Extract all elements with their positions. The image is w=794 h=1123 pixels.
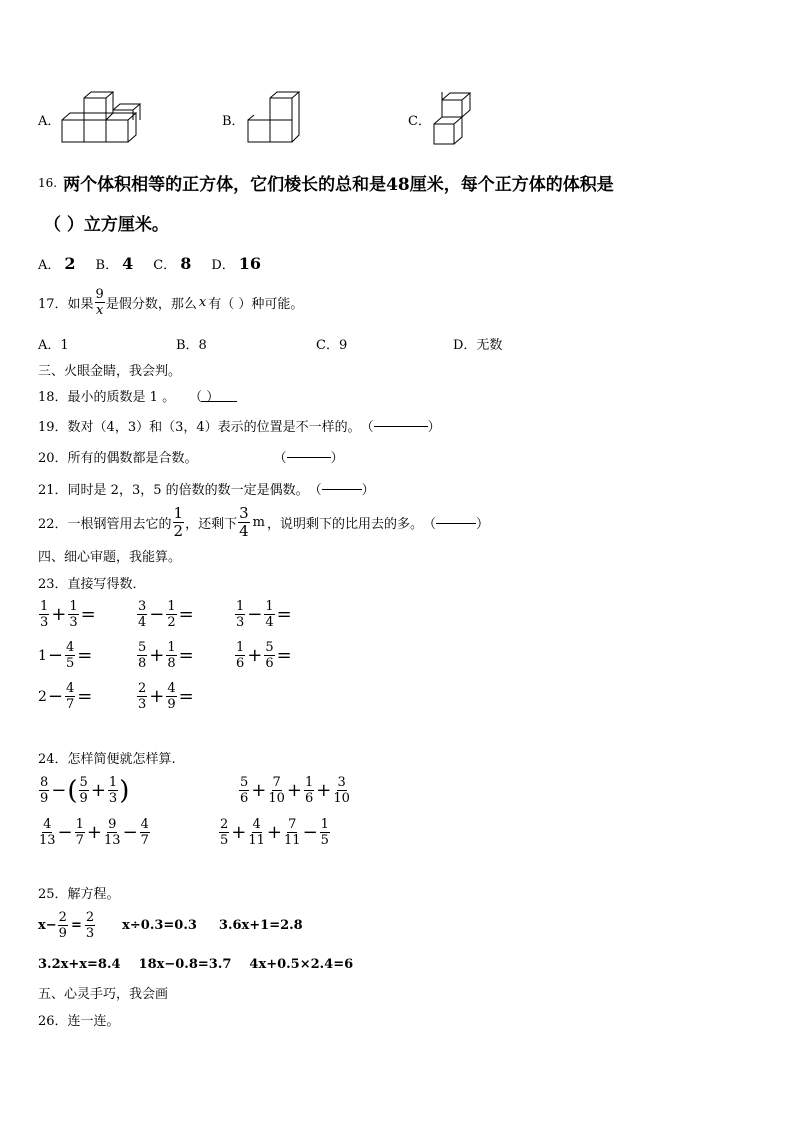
operator: + <box>247 645 263 666</box>
operator: + <box>90 780 106 801</box>
operator: = <box>77 645 93 666</box>
numerator: 3 <box>337 775 346 790</box>
q19 <box>38 416 441 435</box>
q22-text-part1: 22．一根钢管用去它的 <box>38 517 172 532</box>
q25-eq6: 4x+0.5×2.4=6 <box>249 957 354 972</box>
fraction <box>75 818 85 847</box>
q23-item-7: 2 − $\frac{4}{7}$ = <box>38 681 93 712</box>
denominator: 7 <box>66 697 75 712</box>
fraction <box>108 776 118 805</box>
q25-eq1-prefix: x− <box>38 918 57 933</box>
q15-option-c-label: C． <box>408 114 431 129</box>
denominator: 8 <box>167 656 176 671</box>
q16-option-c-label: C． <box>153 258 177 273</box>
operator: − <box>47 686 64 707</box>
numerator: 5 <box>240 775 249 790</box>
denominator: 11 <box>248 833 265 848</box>
q16-option-d-label: D． <box>211 258 235 273</box>
q22-fraction-1 <box>173 506 185 539</box>
q17-suffix: 有（ ）种可能。 <box>208 297 304 312</box>
q20-close-paren: ） <box>330 451 344 466</box>
fraction <box>268 776 285 805</box>
operator: + <box>266 822 283 843</box>
q15-option-c-figure <box>430 84 480 148</box>
numerator: 2 <box>85 910 95 925</box>
q21-text: 21．同时是 2，3，5 的倍数的数一定是偶数。 <box>38 483 309 498</box>
numerator: 1 <box>236 640 245 655</box>
q25-eq4: 3.2x+x=8.4 <box>38 957 121 972</box>
q16-number: 16. <box>38 175 58 190</box>
numerator: 2 <box>220 817 229 832</box>
denominator: 4 <box>265 615 274 630</box>
q22-answer-blank[interactable] <box>436 522 476 524</box>
q24-expr-4 <box>218 818 331 847</box>
fraction <box>140 818 150 847</box>
q18-answer-blank[interactable] <box>189 386 219 405</box>
parenthesis: ) <box>119 775 130 806</box>
q25-eq2: x÷0.3=0.3 <box>122 918 197 933</box>
fraction <box>58 911 68 940</box>
q17-frac-denominator: x <box>96 303 104 318</box>
q16-option-d-value: 16 <box>238 254 262 273</box>
q19-text: 19．数对（4，3）和（3，4）表示的位置是不一样的。 <box>38 420 361 435</box>
denominator: 13 <box>39 833 56 848</box>
q16-option-c-value: 8 <box>180 254 192 273</box>
fraction <box>137 600 147 629</box>
q24-expr-2 <box>238 776 351 805</box>
q21 <box>38 479 375 498</box>
q16-stem-line2: （ ）立方厘米。 <box>44 215 169 235</box>
q16-option-b-label: B． <box>95 258 119 273</box>
numerator: 8 <box>40 775 49 790</box>
fraction <box>39 776 49 805</box>
q22-frac2-numerator: 3 <box>239 504 249 522</box>
fraction <box>219 818 229 847</box>
numerator: 3 <box>138 599 147 614</box>
q20-open-paren: （ <box>273 451 287 466</box>
denominator: 8 <box>138 656 147 671</box>
fraction <box>248 818 265 847</box>
parenthesis: ( <box>67 775 78 806</box>
q16-option-a-label: A． <box>38 258 61 273</box>
fraction <box>79 776 89 805</box>
fraction <box>264 641 274 670</box>
numerator: 1 <box>108 775 118 790</box>
q17-stem <box>38 288 303 317</box>
denominator: 5 <box>66 656 75 671</box>
q17-prefix: 17．如果 <box>38 297 94 312</box>
q19-answer-blank[interactable] <box>374 425 428 427</box>
q25-row-2 <box>38 957 353 972</box>
numerator: 9 <box>108 817 117 832</box>
denominator: 11 <box>284 833 301 848</box>
q16-option-b-value: 4 <box>122 254 134 273</box>
denominator: 7 <box>140 833 149 848</box>
q21-open-paren: （ <box>308 483 322 498</box>
fraction <box>166 600 176 629</box>
denominator: 6 <box>236 656 245 671</box>
q22-frac1-denominator: 2 <box>173 522 184 540</box>
denominator: 5 <box>220 833 229 848</box>
q16-line1 <box>38 170 614 195</box>
q17-option-b: B．8 <box>176 338 207 353</box>
q25-eq5: 18x−0.8=3.7 <box>138 957 232 972</box>
operator: − <box>57 822 73 843</box>
denominator: 10 <box>268 791 285 806</box>
fraction <box>304 776 314 805</box>
numerator: 5 <box>79 775 88 790</box>
denominator: 6 <box>265 656 274 671</box>
section-4-heading: 四、细心审题，我能算。 <box>38 550 182 565</box>
q25-row-1: x− $\frac{2}{9}$ = $\frac{2}{3}$ x÷0.3=0.3 3.6x+1=2.8 <box>38 910 303 941</box>
section-5-heading: 五、心灵手巧，我会画 <box>38 987 169 1002</box>
operator: − <box>149 604 165 625</box>
q17-fraction <box>95 288 105 317</box>
q17-option-d: D．无数 <box>453 338 503 353</box>
operator: − <box>122 822 138 843</box>
denominator: 9 <box>79 791 88 806</box>
fraction <box>284 818 301 847</box>
fraction <box>333 776 350 805</box>
q16-option-a-value: 2 <box>64 254 76 273</box>
q22-text-part2: ，还剩下 <box>185 517 238 532</box>
q22-text-part3: ，说明剩下的比用去的多。 <box>266 517 423 532</box>
numerator: 5 <box>265 640 274 655</box>
operator: − <box>47 645 64 666</box>
section-3-heading: 三、火眼金睛，我会判。 <box>38 364 182 379</box>
operator: + <box>231 822 247 843</box>
q23-item-1 <box>38 600 97 629</box>
operator: + <box>149 686 165 707</box>
q22-frac2-denominator: 4 <box>239 522 249 540</box>
numerator: 1 <box>75 817 84 832</box>
q18 <box>38 386 219 405</box>
operator: = <box>276 645 292 666</box>
denominator: 9 <box>40 791 49 806</box>
denominator: 2 <box>167 615 176 630</box>
fraction <box>104 818 121 847</box>
q19-open-paren: （ <box>360 420 374 435</box>
operator: + <box>86 822 103 843</box>
denominator: 4 <box>138 615 147 630</box>
q23-item-3 <box>234 600 293 629</box>
denominator: 3 <box>85 926 95 941</box>
q26-title: 26．连一连。 <box>38 1014 120 1029</box>
numerator: 4 <box>252 817 261 832</box>
q20-text: 20．所有的偶数都是合数。 <box>38 451 198 466</box>
numerator: 1 <box>305 775 314 790</box>
q24-expr-3 <box>38 818 151 847</box>
operator: = <box>276 604 292 625</box>
q15-option-b-figure <box>244 90 304 146</box>
fraction <box>39 600 49 629</box>
denominator: 3 <box>108 791 118 806</box>
numerator: 1 <box>167 640 176 655</box>
q20 <box>38 447 344 466</box>
q15-option-a-label: A． <box>38 114 61 129</box>
numerator: 7 <box>288 817 297 832</box>
fraction <box>264 600 274 629</box>
q23-item-2 <box>136 600 195 629</box>
operator: = <box>80 604 96 625</box>
operator: + <box>149 645 165 666</box>
q22-fraction-2 <box>238 506 250 539</box>
numerator: 2 <box>58 910 67 925</box>
q17-frac-numerator: 9 <box>95 287 104 302</box>
fraction <box>137 682 147 711</box>
numerator: 1 <box>69 599 78 614</box>
fraction <box>65 641 75 670</box>
operator: = <box>77 686 93 707</box>
fraction <box>65 682 75 711</box>
fraction <box>166 641 176 670</box>
q22 <box>38 506 489 539</box>
numerator: 4 <box>66 640 75 655</box>
fraction <box>239 776 249 805</box>
fraction <box>68 600 78 629</box>
fraction <box>137 641 147 670</box>
q22-frac1-numerator: 1 <box>173 504 184 522</box>
denominator: 9 <box>167 697 176 712</box>
q24-title: 24．怎样简便就怎样算. <box>38 752 176 767</box>
numerator: 4 <box>66 681 75 696</box>
denominator: 6 <box>305 791 314 806</box>
operator: − <box>302 822 318 843</box>
denominator: 3 <box>138 697 147 712</box>
numerator: 1 <box>40 599 49 614</box>
fraction <box>85 911 95 940</box>
q16-stem-line1: 两个体积相等的正方体，它们棱长的总和是48厘米，每个正方体的体积是 <box>63 175 614 195</box>
numerator: 5 <box>138 640 147 655</box>
numerator: 1 <box>320 817 329 832</box>
operator: − <box>51 780 67 801</box>
fraction <box>320 818 330 847</box>
q17-option-a: A．1 <box>38 338 69 353</box>
numerator: 1 <box>236 599 245 614</box>
q16-options <box>38 254 261 273</box>
q22-close-paren: ） <box>476 517 490 532</box>
q17-option-c: C．9 <box>316 338 348 353</box>
q18-text: 18．最小的质数是 1 。 <box>38 390 176 405</box>
denominator: 7 <box>75 833 84 848</box>
q23-item-4: 1 − $\frac{4}{5}$ = <box>38 640 93 671</box>
denominator: 3 <box>40 615 49 630</box>
q17-middle: 是假分数，那么 <box>105 297 197 312</box>
q17-var: x <box>198 295 207 310</box>
q23-item-6 <box>234 641 293 670</box>
denominator: 3 <box>236 615 245 630</box>
q21-answer-blank[interactable] <box>322 488 362 490</box>
q22-unit: m <box>252 515 265 530</box>
q25-title: 25．解方程。 <box>38 887 120 902</box>
q21-close-paren: ） <box>361 483 375 498</box>
numerator: 4 <box>167 681 176 696</box>
q23-item-8 <box>136 682 195 711</box>
operator: + <box>51 604 67 625</box>
numerator: 7 <box>272 775 281 790</box>
numerator: 4 <box>140 817 149 832</box>
numerator: 1 <box>265 599 274 614</box>
q23-title: 23．直接写得数． <box>38 577 146 592</box>
denominator: 9 <box>58 926 67 941</box>
fraction <box>39 818 56 847</box>
denominator: 13 <box>104 833 121 848</box>
denominator: 5 <box>320 833 329 848</box>
operator: = <box>178 645 194 666</box>
q23-item-5 <box>136 641 195 670</box>
operator: + <box>251 780 267 801</box>
operator: + <box>316 780 332 801</box>
fraction <box>235 600 245 629</box>
numerator: 2 <box>138 681 147 696</box>
operator: + <box>286 780 303 801</box>
q15-option-b-label: B． <box>222 114 245 129</box>
denominator: 3 <box>69 615 78 630</box>
denominator: 10 <box>333 791 350 806</box>
operator: − <box>247 604 263 625</box>
q15-option-a-figure <box>58 90 148 146</box>
operator: = <box>178 686 194 707</box>
q20-answer-blank[interactable] <box>287 456 331 458</box>
q19-close-paren: ） <box>427 420 441 435</box>
q22-open-paren: （ <box>423 517 437 532</box>
fraction <box>166 682 176 711</box>
denominator: 6 <box>240 791 249 806</box>
q24-expr-1 <box>38 776 129 805</box>
q18-paren: （ ） <box>189 390 220 405</box>
q25-eq3: 3.6x+1=2.8 <box>218 918 303 933</box>
operator: = <box>178 604 194 625</box>
numerator: 4 <box>43 817 52 832</box>
fraction <box>235 641 245 670</box>
numerator: 1 <box>167 599 176 614</box>
